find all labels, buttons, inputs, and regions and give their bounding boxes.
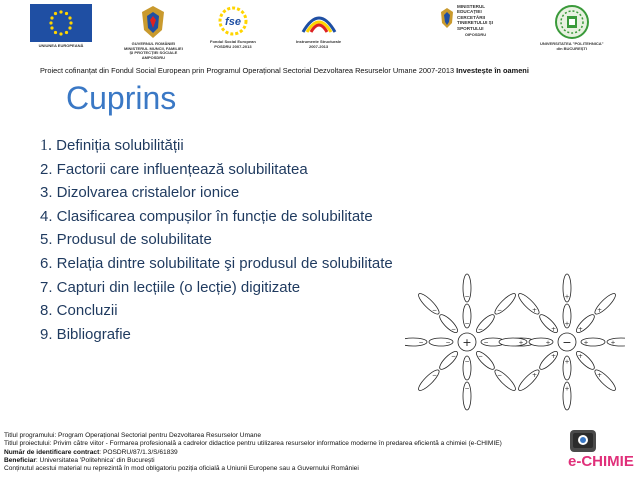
water-molecule (537, 312, 560, 335)
water-molecule (516, 367, 541, 392)
dipole-sign: − (451, 326, 457, 334)
toc-number: 3. (40, 184, 53, 202)
water-molecule (437, 312, 460, 335)
toc-number: 2. (40, 160, 53, 178)
water-molecule (405, 338, 427, 346)
dipole-sign: + (597, 306, 603, 314)
dipole-sign: − (431, 372, 437, 380)
politehnica-icon (552, 4, 592, 40)
toc-item[interactable] (40, 228, 393, 252)
dipole-sign: + (564, 358, 570, 366)
dipole-sign: − (497, 306, 503, 314)
fse-icon (214, 4, 252, 38)
toc-number: 6. (40, 254, 53, 272)
structural-instruments-icon (299, 4, 339, 38)
toc-number: 7. (40, 278, 53, 296)
beneficiary: Beneficiar: Universitatea 'Politehnica' din București (4, 456, 155, 464)
dipole-sign: − (477, 352, 483, 360)
dipole-sign: + (583, 339, 589, 347)
toc-item[interactable] (40, 252, 393, 276)
toc-number: 9. (40, 325, 53, 343)
ion-solvation-diagram (405, 258, 625, 418)
ministry-education-logo (440, 4, 511, 38)
dipole-sign: − (464, 320, 470, 328)
fse-logo (210, 4, 256, 49)
toc-label: Dizolvarea cristalelor ionice (52, 184, 240, 202)
logo-caption: UNIUNEA EUROPEANĂ (38, 43, 84, 48)
central-ion: − (562, 336, 572, 349)
dipole-sign: + (545, 339, 551, 347)
contract-number: Număr de identificare contract: POSDRU/87/1.3/S/61839 (4, 448, 178, 456)
toc-number: 5. (40, 231, 53, 249)
ministry-text: MINISTERUL EDUCAȚIEI CERCETĂRII TINERETULUI ȘI SPORTULUI (457, 4, 493, 31)
dipole-sign: + (531, 306, 537, 314)
dipole-sign: − (464, 293, 470, 301)
toc-number: 4. (40, 207, 53, 225)
program-title: Titlul programului: Program Operațional Sectorial pentru Dezvoltarea Resurselor Umane (4, 432, 262, 439)
page-title: Cuprins (66, 80, 177, 116)
logo-caption: Fondul Social European POSDRU 2007-2013 (210, 39, 256, 49)
table-of-contents (40, 134, 393, 346)
dipole-sign: + (518, 339, 524, 347)
toc-number: 8. (40, 302, 53, 320)
toc-item[interactable] (40, 299, 393, 323)
logo-bar (0, 0, 638, 58)
dipole-sign: + (577, 352, 583, 360)
eu-logo (30, 4, 92, 49)
water-molecule (537, 349, 560, 372)
dipole-sign: + (531, 372, 537, 380)
water-molecule (416, 367, 441, 392)
government-logo (124, 4, 183, 60)
echimie-logo (564, 428, 634, 476)
toc-label: Bibliografie (52, 325, 131, 343)
dipole-sign: − (477, 326, 483, 334)
politehnica-logo (540, 4, 604, 51)
coat-of-arms-icon (138, 4, 168, 40)
dipole-sign: + (610, 339, 616, 347)
logo-caption: Instrumente Structurale 2007-2013 (296, 39, 342, 49)
logo-caption: GUVERNUL ROMÂNIEI MINISTERUL MUNCII, FAMILIEI ȘI PROTECȚIEI SOCIALE AMPOSDRU (124, 41, 183, 60)
dipole-sign: − (483, 339, 489, 347)
disclaimer: Conținutul acestui material nu reprezintă în mod obligatoriu poziția oficială a Uniunii Europene sau a Guvernului României (4, 465, 359, 473)
toc-item[interactable] (40, 205, 393, 229)
toc-label: Relația dintre solubilitate şi produsul de solubilitate (52, 254, 393, 272)
echimie-label: e-CHIMIE (568, 453, 634, 470)
funding-slogan: Investește în oameni (456, 66, 529, 75)
toc-label: Concluzii (52, 302, 118, 320)
toc-label: Definiția solubilității (52, 137, 184, 154)
toc-label: Capturi din lecțiile (o lecție) digitizate (52, 278, 301, 296)
dipole-sign: − (497, 372, 503, 380)
toc-number: 1. (40, 137, 52, 154)
dipole-sign: + (597, 372, 603, 380)
dipole-sign: + (551, 352, 557, 360)
toc-item[interactable] (40, 181, 393, 205)
dipole-sign: − (445, 339, 451, 347)
dipole-sign: − (431, 306, 437, 314)
toc-item[interactable] (40, 158, 393, 182)
crest-icon (440, 7, 454, 29)
dipole-sign: + (577, 326, 583, 334)
central-ion: + (462, 336, 472, 349)
water-molecule (416, 291, 441, 316)
footer-info (4, 432, 564, 473)
eu-flag-icon (30, 4, 92, 42)
project-title: Titlul proiectului: Privim către viitor - Formarea profesională a cadrelor didactice pentru utilizarea resurselor informatice moderne în predarea eficientă a chimiei (e-CHIMIE) (4, 440, 502, 448)
solvated-anion-cluster (499, 274, 625, 410)
funding-text: Proiect cofinanțat din Fondul Social European prin Programul Operațional Sectorial Dezvoltarea Resurselor Umane 2007-2013 (40, 66, 457, 75)
toc-label: Produsul de solubilitate (52, 231, 212, 249)
logo-caption: OIPOSDRU (464, 32, 487, 38)
dipole-sign: − (464, 358, 470, 366)
toc-item[interactable] (40, 134, 393, 158)
dipole-sign: − (451, 352, 457, 360)
toc-label: Clasificarea compușilor în funcție de solubilitate (52, 207, 373, 225)
dipole-sign: + (551, 326, 557, 334)
toc-item[interactable] (40, 276, 393, 300)
water-molecule (437, 349, 460, 372)
dipole-sign: − (464, 385, 470, 393)
dipole-sign: − (418, 339, 424, 347)
structural-instruments-logo (296, 4, 341, 49)
toc-label: Factorii care influențează solubilitatea (52, 160, 308, 178)
toc-item[interactable] (40, 323, 393, 347)
dipole-sign: + (564, 320, 570, 328)
funding-statement (40, 66, 638, 75)
logo-caption: UNIVERSITATEA "POLITEHNICA" din BUCUREȘTI (540, 41, 604, 51)
dipole-sign: + (564, 293, 570, 301)
dipole-sign: + (564, 385, 570, 393)
svg-text:fse: fse (224, 16, 241, 28)
water-molecule (516, 291, 541, 316)
